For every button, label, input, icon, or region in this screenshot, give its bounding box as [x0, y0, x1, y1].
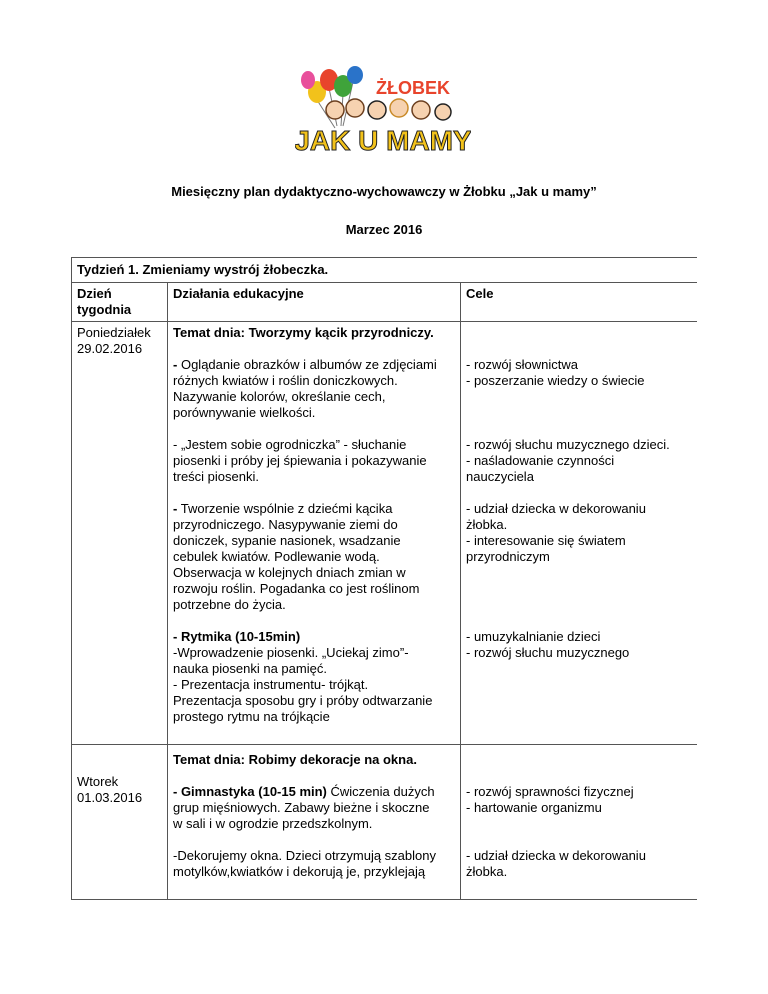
logo [295, 66, 471, 158]
activity-item: - „Jestem sobie ogrodniczka” - słuchanie piosenki i próby jej śpiewania i pokazywanie treści piosenki. [173, 437, 427, 484]
topic-monday: Temat dnia: Tworzymy kącik przyrodniczy. [173, 325, 434, 340]
activities-cell-monday [168, 322, 461, 745]
week-title: Tydzień 1. Zmieniamy wystrój żłobeczka. [72, 258, 698, 283]
activity-item: - Rytmika (10-15min) -Wprowadzenie piosenki. „Uciekaj zimo”- nauka piosenki na pamięć. - Prezentacja instrumentu- trójkąt. Prezentacja sposobu gry i próby odtwarzanie prostego rytmu na trójkącie [173, 629, 433, 724]
header-goals: Cele [461, 283, 698, 322]
header-day: Dzień tygodnia [72, 283, 168, 322]
logo-line2: JAK U MAMY [295, 125, 471, 156]
goals-cell-tuesday [461, 745, 698, 900]
goal-item: - rozwój sprawności fizycznej - hartowanie organizmu [466, 784, 634, 815]
activity-item: - Oglądanie obrazków i albumów ze zdjęciami różnych kwiatów i roślin doniczkowych. Nazywanie kolorów, określanie cech, porównywanie wielkości. [173, 357, 437, 420]
activity-item: -Dekorujemy okna. Dzieci otrzymują szablony motylków,kwiatków i dekorują je, przyklejają [173, 848, 436, 879]
day-cell-tuesday: Wtorek 01.03.2016 [72, 745, 168, 900]
day-row-monday [72, 322, 698, 745]
logo-line1: ŻŁOBEK [376, 78, 450, 98]
activity-item: - Tworzenie wspólnie z dziećmi kącika przyrodniczego. Nasypywanie ziemi do doniczek, sypanie nasionek, wsadzanie cebulek kwiatów. Podlewanie wodą. Obserwacja w kolejnych dniach zmian w rozwoju roślin. Pogadanka co jest roślinom potrzebne do życia. [173, 501, 420, 612]
activity-item: - Gimnastyka (10-15 min) Ćwiczenia dużych grup mięśniowych. Zabawy bieżne i skoczne w sali i w ogrodzie przedszkolnym. [173, 784, 435, 831]
week-row [72, 258, 698, 283]
plan-table [71, 257, 697, 994]
header-row [72, 283, 698, 322]
topic-tuesday: Temat dnia: Robimy dekoracje na okna. [173, 752, 417, 767]
activities-cell-tuesday [168, 745, 461, 900]
document-title: Miesięczny plan dydaktyczno-wychowawczy w Żłobku „Jak u mamy” [171, 184, 597, 199]
goal-item: - rozwój słownictwa - poszerzanie wiedzy o świecie [466, 357, 645, 388]
day-row-tuesday [72, 745, 698, 900]
document-month: Marzec 2016 [345, 222, 423, 237]
goal-item: - udział dziecka w dekorowaniu żłobka. [466, 848, 646, 879]
goals-cell-monday [461, 322, 698, 745]
header-activities: Działania edukacyjne [168, 283, 461, 322]
goal-item: - udział dziecka w dekorowaniu żłobka. - interesowanie się światem przyrodniczym [466, 501, 646, 564]
day-cell-monday: Poniedziałek 29.02.2016 [72, 322, 168, 745]
goal-item: - rozwój słuchu muzycznego dzieci. - naśladowanie czynności nauczyciela [466, 437, 670, 484]
goal-item: - umuzykalnianie dzieci - rozwój słuchu muzycznego [466, 629, 630, 660]
logo-graphic [295, 66, 471, 158]
